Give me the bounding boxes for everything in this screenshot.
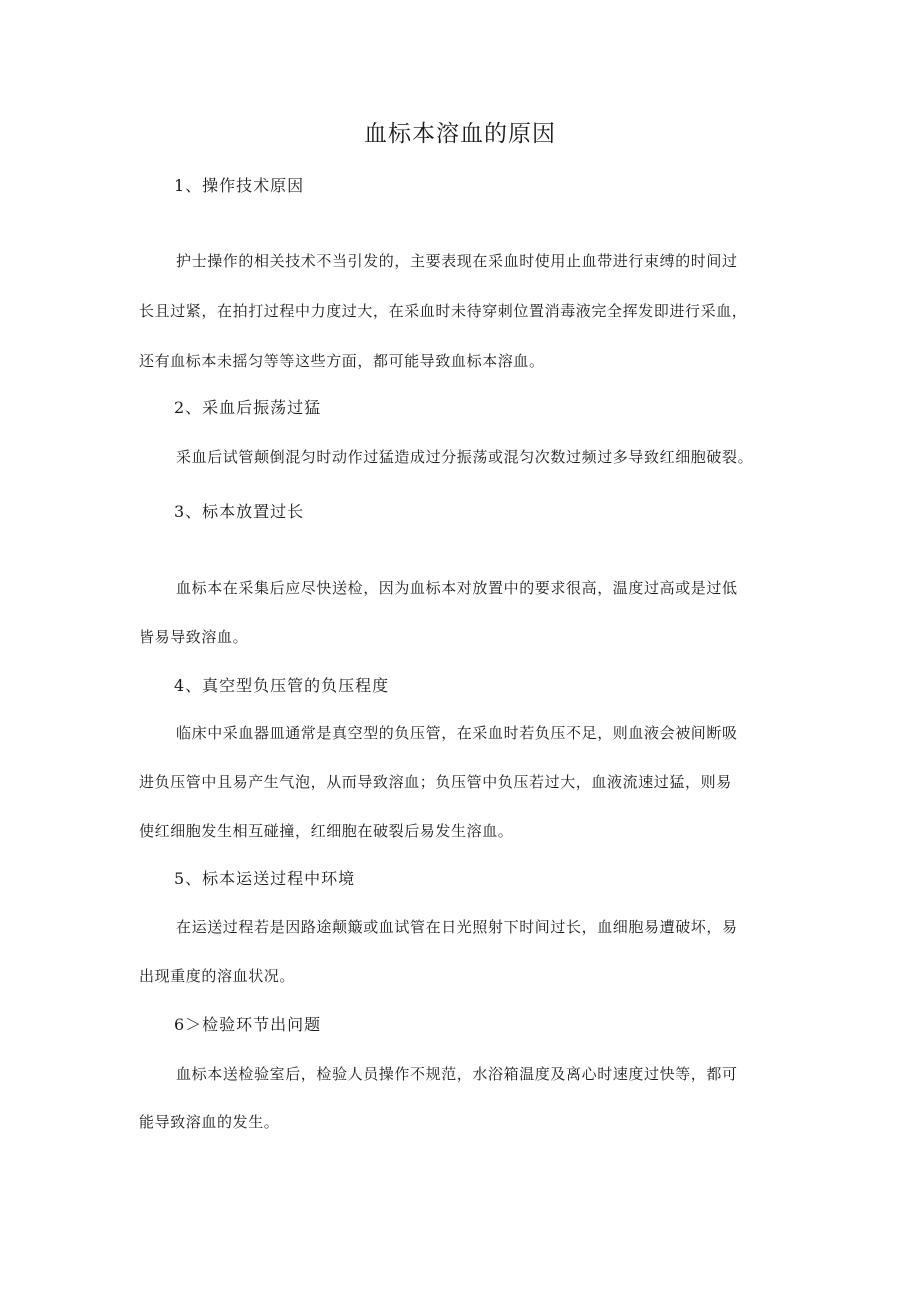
section-2-line-1: 采血后试管颠倒混匀时动作过猛造成过分振荡或混匀次数过频过多导致红细胞破裂。 (176, 448, 754, 466)
section-4-line-1: 临床中采血器皿通常是真空型的负压管，在采血时若负压不足，则血液会被间断吸 (176, 724, 738, 742)
section-6-heading: 6＞检验环节出问题 (174, 1015, 322, 1034)
section-5-heading: 5、标本运送过程中环境 (174, 869, 356, 888)
section-3-line-2: 皆易导致溶血。 (139, 628, 249, 646)
section-1-line-2: 长且过紧，在拍打过程中力度过大，在采血时未待穿刺位置消毒液完全挥发即进行采血， (139, 302, 748, 320)
section-5-line-1: 在运送过程若是因路途颠簸或血试管在日光照射下时间过长，血细胞易遭破坏，易 (176, 918, 738, 936)
section-1-heading: 1、操作技术原因 (174, 176, 305, 195)
section-5-line-2: 出现重度的溶血状况。 (139, 967, 296, 985)
section-6-line-2: 能导致溶血的发生。 (139, 1113, 280, 1131)
section-6-line-1: 血标本送检验室后，检验人员操作不规范，水浴箱温度及离心时速度过快等，都可 (176, 1065, 738, 1083)
section-2-heading: 2、采血后振荡过猛 (174, 398, 322, 417)
section-4-heading: 4、真空型负压管的负压程度 (174, 676, 390, 695)
section-1-line-1: 护士操作的相关技术不当引发的，主要表现在采血时使用止血带进行束缚的时间过 (176, 252, 738, 270)
document-title: 血标本溶血的原因 (364, 121, 556, 147)
section-4-line-2: 进负压管中且易产生气泡，从而导致溶血；负压管中负压若过大，血液流速过猛，则易 (139, 773, 732, 791)
section-3-line-1: 血标本在采集后应尽快送检，因为血标本对放置中的要求很高，温度过高或是过低 (176, 579, 738, 597)
section-1-line-3: 还有血标本未摇匀等等这些方面，都可能导致血标本溶血。 (139, 352, 545, 370)
section-3-heading: 3、标本放置过长 (174, 502, 305, 521)
section-4-line-3: 使红细胞发生相互碰撞，红细胞在破裂后易发生溶血。 (139, 822, 514, 840)
